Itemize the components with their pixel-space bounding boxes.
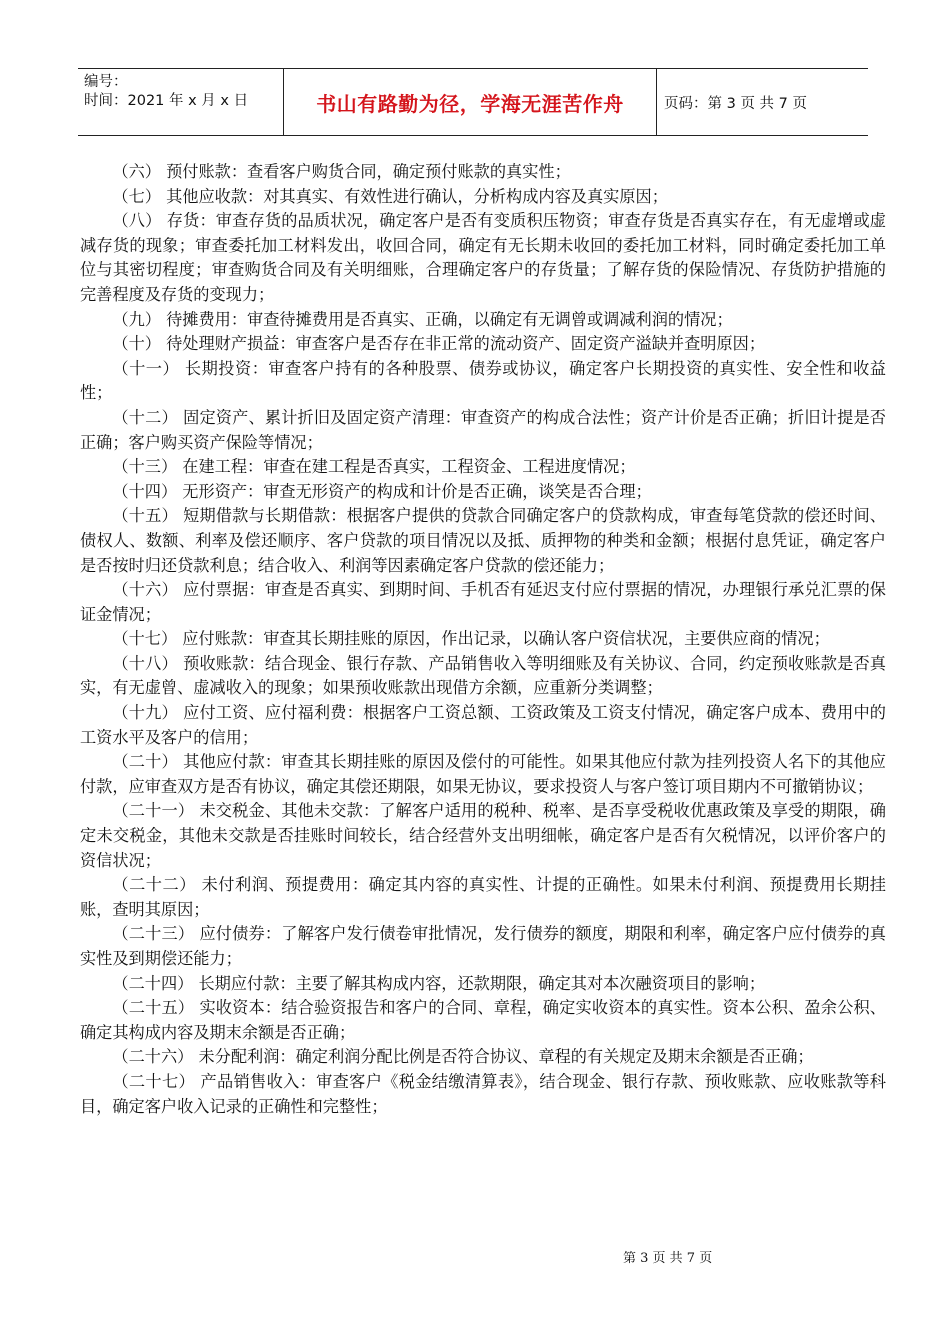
paragraph: （二十七） 产品销售收入：审查客户《税金结缴清算表》，结合现金、银行存款、预收账款、应收账款等科目，确定客户收入记录的正确性和完整性；: [80, 1071, 886, 1116]
header-time-label: 时间：2021 年 x 月 x 日: [84, 93, 249, 109]
paragraph: （十八） 预收账款：结合现金、银行存款、产品销售收入等明细账及有关协议、合同，约定预收账款是否真实，有无虚曾、虚减收入的现象；如果预收账款出现借方余额，应重新分类调整；: [80, 653, 886, 698]
header-number-label: 编号：: [84, 74, 128, 90]
paragraph: （二十二） 未付利润、预提费用：确定其内容的真实性、计提的正确性。如果未付利润、预提费用长期挂账，查明其原因；: [80, 875, 886, 919]
paragraph: （二十五） 实收资本：结合验资报告和客户的合同、章程，确定实收资本的真实性。资本公积、盈余公积、确定其构成内容及期末余额是否正确；: [80, 998, 886, 1042]
paragraph: （十三） 在建工程：审查在建工程是否真实，工程资金、工程进度情况；: [112, 457, 636, 477]
paragraph: （二十六） 未分配利润：确定利润分配比例是否符合协议、章程的有关规定及期末余额是否正确；: [112, 1047, 814, 1067]
page-footer: 第 3 页 共 7 页: [623, 1251, 713, 1266]
paragraph: （九） 待摊费用：审查待摊费用是否真实、正确，以确定有无调曾或调减利润的情况；: [112, 309, 733, 329]
document-body: [80, 160, 886, 1119]
paragraph: （十二） 固定资产、累计折旧及固定资产清理：审查资产的构成合法性；资产计价是否正确；折旧计提是否正确；客户购买资产保险等情况；: [80, 407, 886, 452]
paragraph: （二十一） 未交税金、其他未交款：了解客户适用的税种、税率、是否享受税收优惠政策及享受的期限，确定未交税金，其他未交款是否挂账时间较长，结合经营外支出明细帐，确定客户是否有欠税情况，以评价客户的资信状况；: [80, 801, 886, 870]
paragraph: （二十） 其他应付款：审查其长期挂账的原因及偿付的可能性。如果其他应付款为挂列投资人名下的其他应付款，应审查双方是否有协议，确定其偿还期限，如果无协议，要求投资人与客户签订项目期内不可撤销协议；: [80, 752, 886, 796]
header-motto: 书山有路勤为径，学海无涯苦作舟: [284, 69, 657, 135]
header-page-label: 页码：第 3 页 共 7 页: [664, 95, 807, 112]
paragraph: （十一） 长期投资：审查客户持有的各种股票、债券或协议，确定客户长期投资的真实性、安全性和收益性；: [80, 358, 886, 403]
paragraph: （十六） 应付票据：审查是否真实、到期时间、手机否有延迟支付应付票据的情况，办理银行承兑汇票的保证金情况；: [80, 580, 886, 624]
paragraph: （十九） 应付工资、应付福利费：根据客户工资总额、工资政策及工资支付情况，确定客户成本、费用中的工资水平及客户的信用；: [80, 703, 886, 747]
header-meta: [78, 69, 284, 135]
paragraph: （十） 待处理财产损益：审查客户是否存在非正常的流动资产、固定资产溢缺并查明原因；: [112, 334, 766, 354]
page-header: [78, 68, 868, 136]
paragraph: （十七） 应付账款：审查其长期挂账的原因，作出记录，以确认客户资信状况，主要供应商的情况；: [112, 629, 830, 649]
paragraph: （十五） 短期借款与长期借款：根据客户提供的贷款合同确定客户的贷款构成，审查每笔贷款的偿还时间、债权人、数额、利率及偿还顺序、客户贷款的项目情况以及抵、质押物的种类和金额；根据付息凭证，确定客户是否按时归还贷款利息；结合收入、利润等因素确定客户贷款的偿还能力；: [80, 506, 886, 575]
paragraph: （六） 预付账款：查看客户购货合同，确定预付账款的真实性；: [112, 162, 571, 181]
paragraph: （八） 存货：审查存货的品质状况，确定客户是否有变质积压物资；审查存货是否真实存在，有无虚增或虚减存货的现象；审查委托加工材料发出，收回合同，确定有无长期未收回的委托加工材料，同时确定委托加工单位与其密切程度；审查购货合同及有关明细账，合理确定客户的存货量；了解存货的保险情况、存货防护措施的完善程度及存货的变现力；: [80, 211, 886, 304]
paragraph: （二十四） 长期应付款：主要了解其构成内容，还款期限，确定其对本次融资项目的影响；: [112, 973, 766, 993]
paragraph: （十四） 无形资产：审查无形资产的构成和计价是否正确，谈笑是否合理；: [112, 481, 652, 501]
paragraph: （二十三） 应付债券：了解客户发行债卷审批情况，发行债券的额度，期限和利率，确定客户应付债券的真实性及到期偿还能力；: [80, 924, 886, 968]
paragraph: （七） 其他应收款：对其真实、有效性进行确认，分析构成内容及真实原因；: [112, 186, 668, 206]
